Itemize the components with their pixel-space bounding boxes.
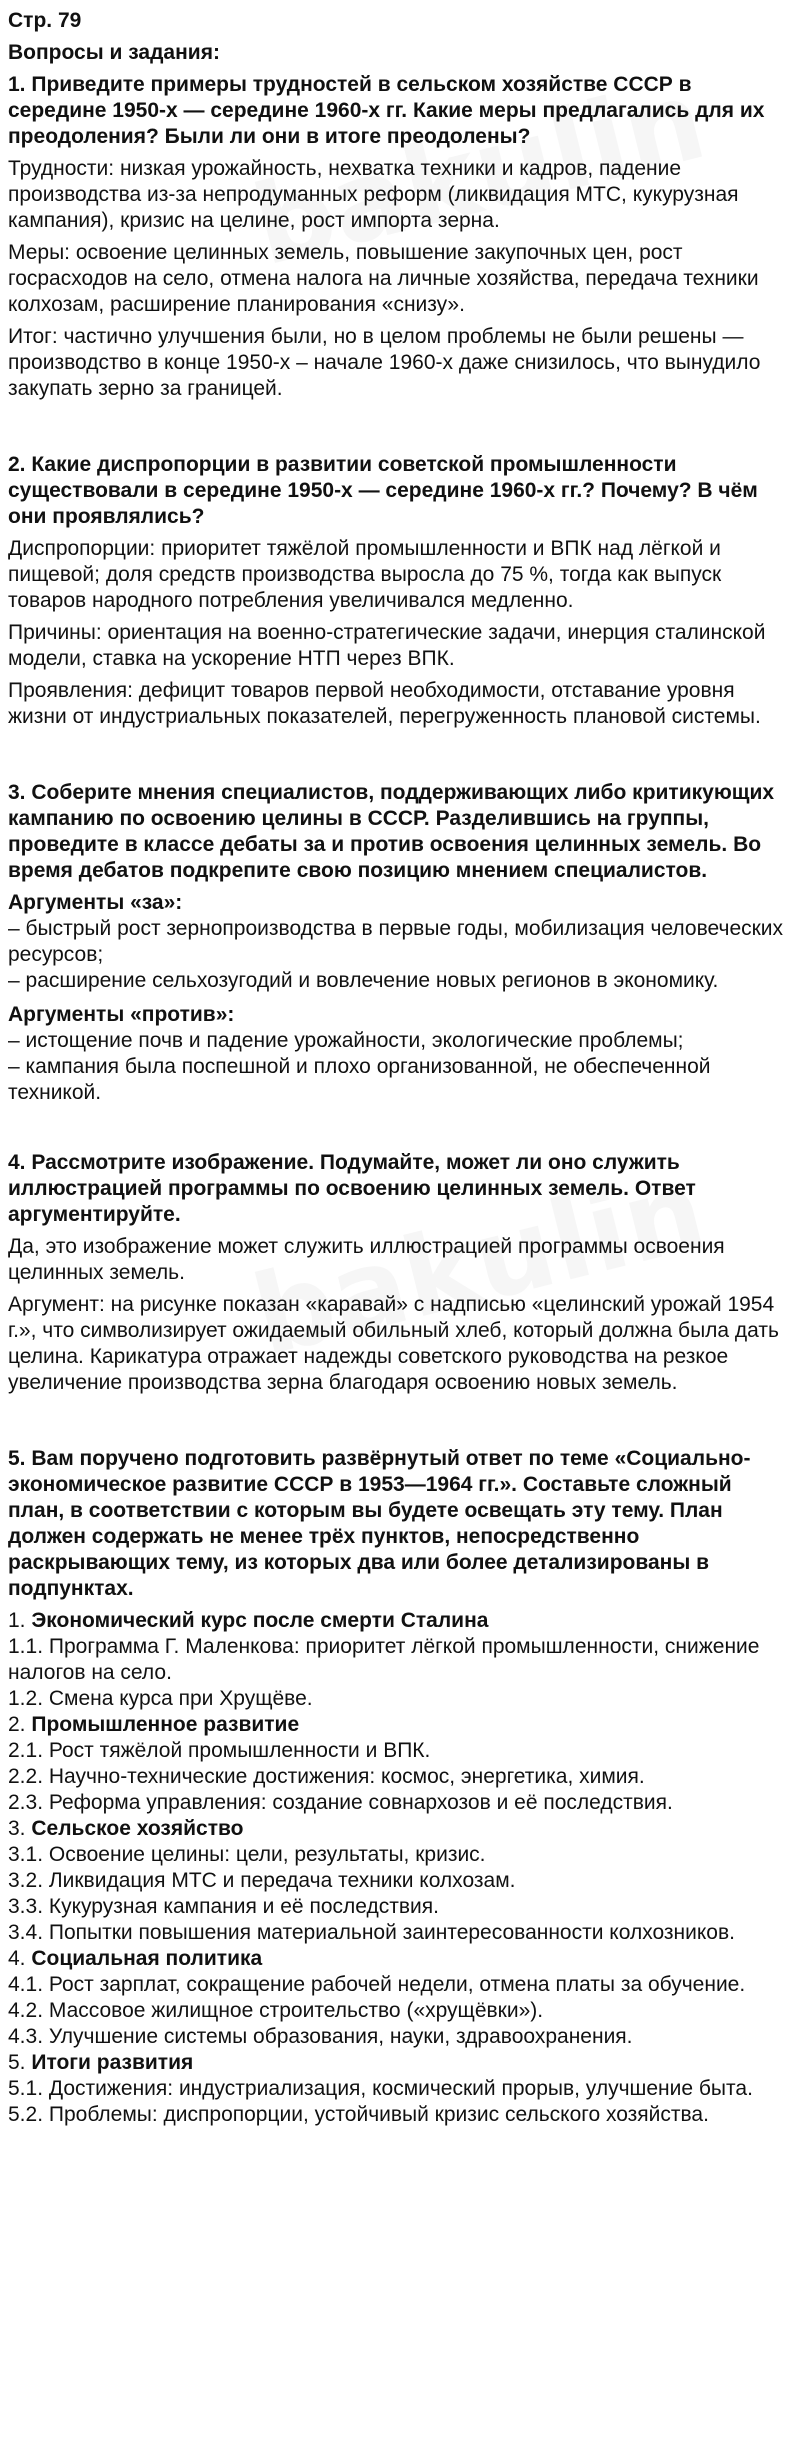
question-5: 5. Вам поручено подготовить развёрнутый ответ по теме «Социально-экономическое развитие СССР в 1953—1964 гг.». Составьте сложный план, в соответствии с которым вы будете освещать эту тему. План должен содержать не менее трёх пунктов, непосредственно раскрывающих тему, из которых два или более детализированы в подпунктах. bbox=[8, 1447, 751, 1600]
plan-subitem: 3.1. Освоение целины: цели, результаты, кризис. bbox=[8, 1843, 486, 1866]
list-item: – быстрый рост зернопроизводства в первые годы, мобилизация человеческих ресурсов; bbox=[8, 917, 784, 966]
plan-section-5 bbox=[8, 2050, 792, 2076]
con-arguments-title: Аргументы «против»: bbox=[8, 1003, 235, 1026]
plan-subitem: 1.2. Смена курса при Хрущёве. bbox=[8, 1687, 313, 1710]
plan-section-1 bbox=[8, 1608, 792, 1634]
question-4: 4. Рассмотрите изображение. Подумайте, может ли оно служить иллюстрацией программы по освоению целинных земель. Ответ аргументируйте. bbox=[8, 1151, 696, 1226]
plan-section-number: 2. bbox=[8, 1713, 32, 1736]
answer-paragraph: Меры: освоение целинных земель, повышение закупочных цен, рост госрасходов на село, отмена налога на личные хозяйства, передача техники колхозам, расширение планирования «снизу». bbox=[8, 241, 759, 316]
answer-paragraph: Трудности: низкая урожайность, нехватка техники и кадров, падение производства из-за непродуманных реформ (ликвидация МТС, кукурузная кампания), кризис на целине, рост импорта зерна. bbox=[8, 157, 739, 232]
plan-section-title: Итоги развития bbox=[31, 2051, 194, 2074]
plan-subitem: 4.2. Массовое жилищное строительство («хрущёвки»). bbox=[8, 1999, 544, 2022]
plan-subitem: 3.4. Попытки повышения материальной заинтересованности колхозников. bbox=[8, 1921, 735, 1944]
question-2: 2. Какие диспропорции в развитии советской промышленности существовали в середине 1950-х — середине 1960-х гг.? Почему? В чём они проявлялись? bbox=[8, 453, 758, 528]
answer-paragraph: Проявления: дефицит товаров первой необходимости, отставание уровня жизни от индустриальных показателей, перегруженность плановой системы. bbox=[8, 679, 761, 728]
plan-section-number: 3. bbox=[8, 1817, 32, 1840]
plan-section-title: Промышленное развитие bbox=[31, 1713, 300, 1736]
answer-paragraph: Аргумент: на рисунке показан «каравай» с надписью «целинский урожай 1954 г.», что символизирует ожидаемый обильный хлеб, который должна была дать целина. Карикатура отражает надежды советского руководства на резкое увеличение производства зерна благодаря освоению новых земель. bbox=[8, 1293, 779, 1394]
plan-subitem: 3.2. Ликвидация МТС и передача техники колхозам. bbox=[8, 1869, 516, 1892]
plan-section-2 bbox=[8, 1712, 792, 1738]
answer-paragraph: Итог: частично улучшения были, но в целом проблемы не были решены — производство в конце 1950-х – начале 1960-х даже снизилось, что вынудило закупать зерно за границей. bbox=[8, 325, 761, 400]
answer-paragraph: Причины: ориентация на военно-стратегические задачи, инерция сталинской модели, ставка на ускорение НТП через ВПК. bbox=[8, 621, 766, 670]
plan-subitem: 4.1. Рост зарплат, сокращение рабочей недели, отмена платы за обучение. bbox=[8, 1973, 746, 1996]
plan-subitem: 1.1. Программа Г. Маленкова: приоритет лёгкой промышленности, снижение налогов на село. bbox=[8, 1635, 760, 1684]
plan-section-title: Экономический курс после смерти Сталина bbox=[31, 1609, 489, 1632]
plan-subitem: 2.1. Рост тяжёлой промышленности и ВПК. bbox=[8, 1739, 431, 1762]
section-title: Вопросы и задания: bbox=[8, 41, 220, 64]
plan-section-3 bbox=[8, 1816, 792, 1842]
plan-subitem: 5.2. Проблемы: диспропорции, устойчивый кризис сельского хозяйства. bbox=[8, 2103, 709, 2126]
answer-paragraph: Да, это изображение может служить иллюстрацией программы освоения целинных земель. bbox=[8, 1235, 725, 1284]
list-item: – истощение почв и падение урожайности, экологические проблемы; bbox=[8, 1029, 684, 1052]
pro-arguments-title: Аргументы «за»: bbox=[8, 891, 183, 914]
plan-section-number: 4. bbox=[8, 1947, 32, 1970]
list-item: – расширение сельхозугодий и вовлечение новых регионов в экономику. bbox=[8, 969, 719, 992]
question-3: 3. Соберите мнения специалистов, поддерживающих либо критикующих кампанию по освоению целины в СССР. Разделившись на группы, проведите в классе дебаты за и против освоения целинных земель. Во время дебатов подкрепите свою позицию мнением специалистов. bbox=[8, 781, 775, 882]
plan-section-number: 1. bbox=[8, 1609, 32, 1632]
plan-subitem: 4.3. Улучшение системы образования, науки, здравоохранения. bbox=[8, 2025, 633, 2048]
plan-subitem: 2.2. Научно-технические достижения: космос, энергетика, химия. bbox=[8, 1765, 645, 1788]
list-item: – кампания была поспешной и плохо организованной, не обеспеченной техникой. bbox=[8, 1055, 711, 1104]
plan-section-4 bbox=[8, 1946, 792, 1972]
plan-subitem: 3.3. Кукурузная кампания и её последствия. bbox=[8, 1895, 439, 1918]
plan-section-number: 5. bbox=[8, 2051, 32, 2074]
plan-section-title: Сельское хозяйство bbox=[31, 1817, 244, 1840]
plan-subitem: 5.1. Достижения: индустриализация, космический прорыв, улучшение быта. bbox=[8, 2077, 753, 2100]
answer-paragraph: Диспропорции: приоритет тяжёлой промышленности и ВПК над лёгкой и пищевой; доля средств производства выросла до 75 %, тогда как выпуск товаров народного потребления увеличивался медленно. bbox=[8, 537, 722, 612]
page-title: Стр. 79 bbox=[8, 9, 82, 32]
plan-subitem: 2.3. Реформа управления: создание совнархозов и её последствия. bbox=[8, 1791, 673, 1814]
question-1: 1. Приведите примеры трудностей в сельском хозяйстве СССР в середине 1950-х — середине 1960-х гг. Какие меры предлагались для их преодоления? Были ли они в итоге преодолены? bbox=[8, 73, 765, 148]
plan-section-title: Социальная политика bbox=[31, 1947, 263, 1970]
